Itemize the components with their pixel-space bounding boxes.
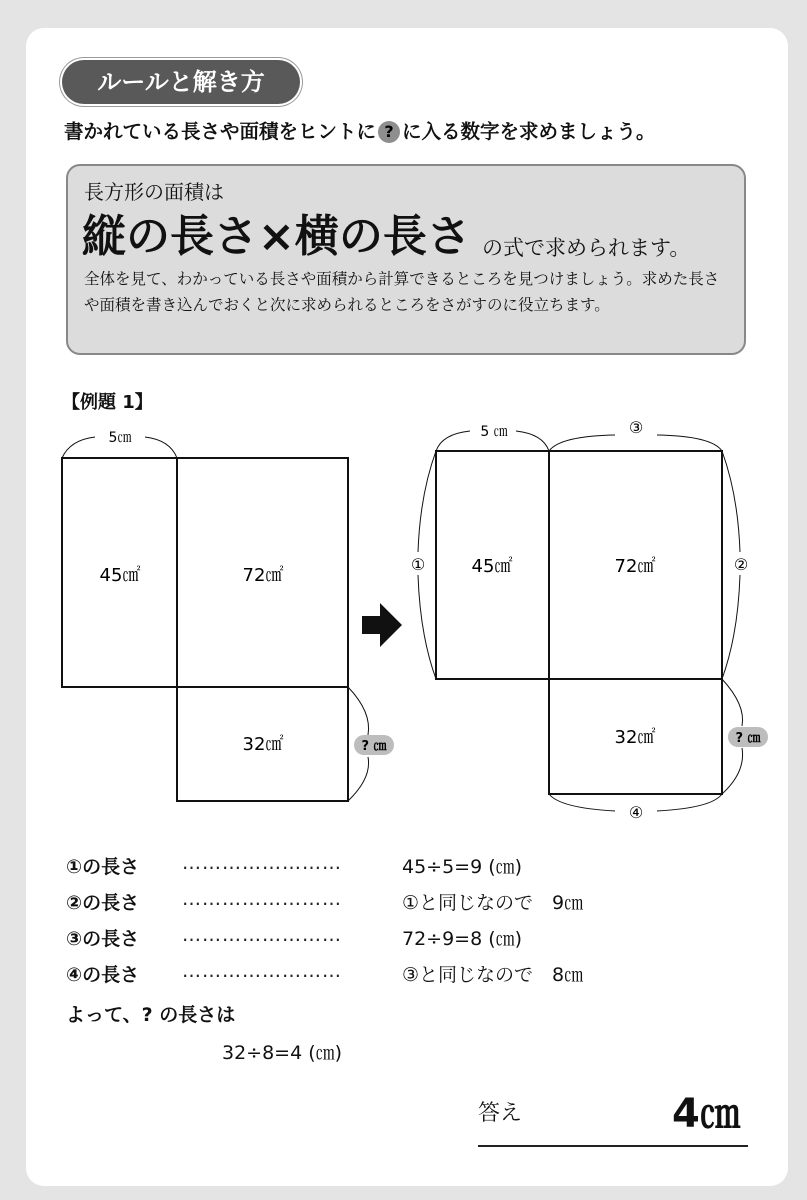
step-value: ①と同じなので 9㎝ — [402, 892, 584, 914]
step-2 — [66, 888, 584, 915]
step-leader: …………………… — [182, 888, 342, 910]
step-4 — [66, 960, 584, 987]
left-top-dimension: 5㎝ — [108, 430, 132, 446]
right-diagram — [418, 431, 743, 811]
conclusion-question-mark: ? — [141, 1004, 153, 1026]
example-diagram — [0, 410, 807, 830]
left-area-45: 45㎠ — [99, 565, 141, 586]
step-label: ③の長さ — [66, 928, 140, 950]
answer-value: 4㎝ — [672, 1091, 740, 1137]
right-unknown-label: ? ㎝ — [735, 731, 761, 746]
label-1-left: ① — [410, 555, 426, 574]
left-area-32: 32㎠ — [242, 734, 284, 755]
step-1 — [66, 852, 523, 879]
right-top-dimension: 5 ㎝ — [480, 424, 508, 440]
arrow-right-icon — [362, 603, 402, 647]
answer-label: 答え — [478, 1101, 523, 1126]
question-mark-badge: ? — [378, 121, 400, 143]
step-value: 45÷5=9 (㎝) — [402, 856, 523, 878]
example-label: 【例題 1】 — [62, 392, 153, 413]
formula-tail: の式で求められます。 — [482, 236, 691, 260]
conclusion-suffix: の長さは — [159, 1004, 236, 1026]
conclusion-line — [66, 1000, 235, 1027]
final-calculation: 32÷8=4 (㎝) — [222, 1042, 343, 1064]
area-formula: 縦の長さ×横の長さ — [82, 211, 471, 262]
step-3 — [66, 924, 523, 951]
rule-heading: 長方形の面積は — [84, 180, 224, 204]
conclusion-prefix: よって、 — [66, 1004, 142, 1026]
instructions-text-2: に入る数字を求めましょう。 — [402, 120, 656, 143]
label-3-top: ③ — [628, 418, 644, 437]
rule-box — [66, 164, 746, 355]
left-unknown-label: ? ㎝ — [361, 739, 387, 754]
step-value: 72÷9=8 (㎝) — [402, 928, 523, 950]
right-area-45: 45㎠ — [471, 556, 513, 577]
right-area-32: 32㎠ — [614, 727, 656, 748]
right-area-72: 72㎠ — [614, 556, 656, 577]
step-leader: …………………… — [182, 852, 342, 874]
step-leader: …………………… — [182, 960, 342, 982]
step-label: ①の長さ — [66, 856, 140, 878]
step-label: ②の長さ — [66, 892, 140, 914]
step-leader: …………………… — [182, 924, 342, 946]
label-2-right: ② — [733, 555, 749, 574]
section-title-pill: ルールと解き方 — [64, 62, 298, 102]
answer-underline — [478, 1145, 748, 1147]
step-label: ④の長さ — [66, 964, 140, 986]
instructions — [64, 116, 656, 144]
label-4-bottom: ④ — [628, 803, 644, 822]
step-value: ③と同じなので 8㎝ — [402, 964, 584, 986]
left-diagram — [62, 437, 369, 801]
rule-description: 全体を見て、わかっている長さや面積から計算できるところを見つけましょう。求めた長さや面積を書き込んでおくと次に求められるところをさがすのに役立ちます。 — [84, 270, 720, 314]
left-area-72: 72㎠ — [242, 565, 284, 586]
instructions-text-1: 書かれている長さや面積をヒントに — [64, 120, 377, 143]
